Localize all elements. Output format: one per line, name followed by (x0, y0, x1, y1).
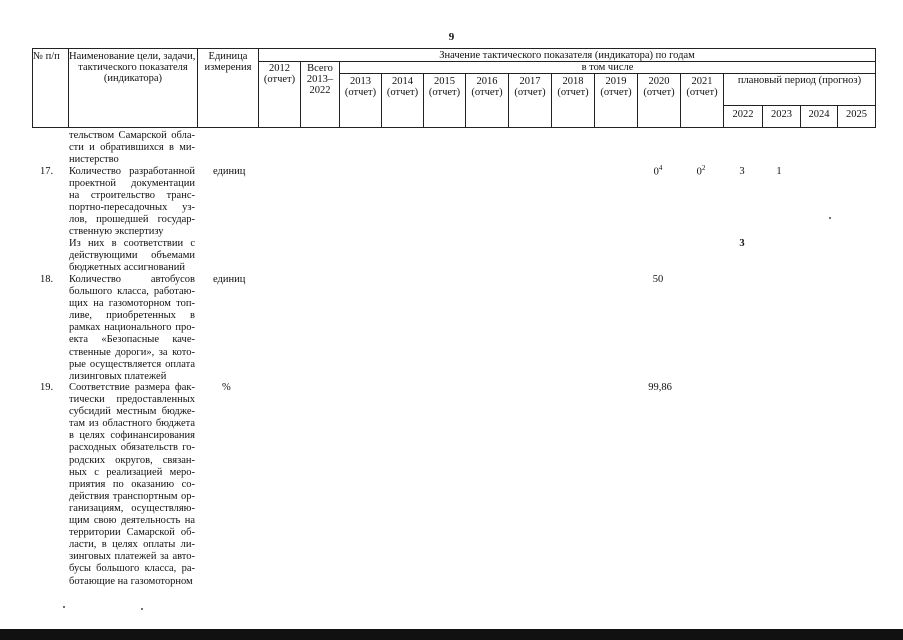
scan-speck (829, 217, 831, 219)
row-17-v2022: 3 (739, 166, 745, 177)
row-19-v2020: 99,86 (648, 382, 672, 393)
header-year-2013: 2013 (отчет) (344, 76, 377, 98)
row-19-text: Соответствие размера фак- тически предоставленных субсидий местным бюдже- там из областного бюджета в целях софинансирования расходных обязательств го- родских округов, связан- ных с реализацией меро- приятия по оказанию со- действия транспортным ор- ганизациям, осуществляю- щим свою деятельность на территории Самарской об- ласти, в целях оплаты ли- зинговых платежей за авто- бусы большого класса, ра- ботающие на газомоторном (69, 382, 195, 587)
header-in-total: в том числе (581, 62, 634, 73)
header-plan-2024: 2024 (808, 109, 830, 120)
header-year-2016: 2016 (отчет) (471, 76, 503, 98)
table-header (32, 48, 876, 128)
scan-bottom-edge (0, 629, 903, 640)
header-values-title: Значение тактического показателя (индикатора) по годам (439, 50, 695, 61)
header-year-2018: 2018 (отчет) (557, 76, 589, 98)
header-year-2020: 2020 (отчет) (643, 76, 675, 98)
row-19-num: 19. (40, 382, 54, 393)
row-17-num: 17. (40, 166, 54, 177)
row-17-sub-text: Из них в соответствии с действующими объемами бюджетных ассигнований (69, 238, 195, 274)
header-year-2017: 2017 (отчет) (514, 76, 546, 98)
header-num: № п/п (33, 51, 60, 62)
header-2012: 2012 (отчет) (263, 63, 296, 85)
row-18-v2020: 50 (652, 274, 664, 285)
row-17-sub-v2022: 3 (739, 238, 745, 249)
row-18-num: 18. (40, 274, 54, 285)
row-17-v2021: $0^2$ (696, 164, 706, 178)
continuation-text: тельством Самарской обла- сти и обратившихся в ми- нистерство (69, 130, 195, 166)
header-year-2014: 2014 (отчет) (386, 76, 419, 98)
row-17-v2023: 1 (776, 166, 782, 177)
header-unit: Единица измерения (204, 51, 252, 73)
scan-speck (141, 608, 143, 610)
page-number: 9 (448, 31, 455, 43)
row-19-unit: % (222, 382, 231, 393)
header-year-2015: 2015 (отчет) (428, 76, 461, 98)
row-17-text: Количество разработанной проектной документации на строительство транс- портно-пересадочных уз- лов, прошедшей государ- ственную экспертизу (69, 166, 195, 238)
scan-speck (63, 606, 65, 608)
header-plan-title: плановый период (прогноз) (737, 75, 862, 86)
row-17-v2020: $0^4$ (653, 164, 663, 178)
row-18-unit: единиц (213, 274, 246, 285)
header-plan-2023: 2023 (771, 109, 792, 120)
header-plan-2025: 2025 (846, 109, 867, 120)
row-18-text: Количество автобусов большого класса, работаю- щих на газомоторном топ- ливе, приобретенных в рамках национального про- екта «Безопасные каче- ственные дороги», за кото- рые осуществляется оплата лизинговых платежей (69, 274, 195, 382)
header-name: Наименование цели, задачи, тактического показателя (индикатора) (69, 51, 196, 84)
header-year-2019: 2019 (отчет) (600, 76, 632, 98)
row-17-unit: единиц (213, 166, 246, 177)
header-plan-2022: 2022 (732, 109, 754, 120)
header-total: Всего 2013– 2022 (306, 63, 334, 96)
header-year-2021: 2021 (отчет) (686, 76, 718, 98)
